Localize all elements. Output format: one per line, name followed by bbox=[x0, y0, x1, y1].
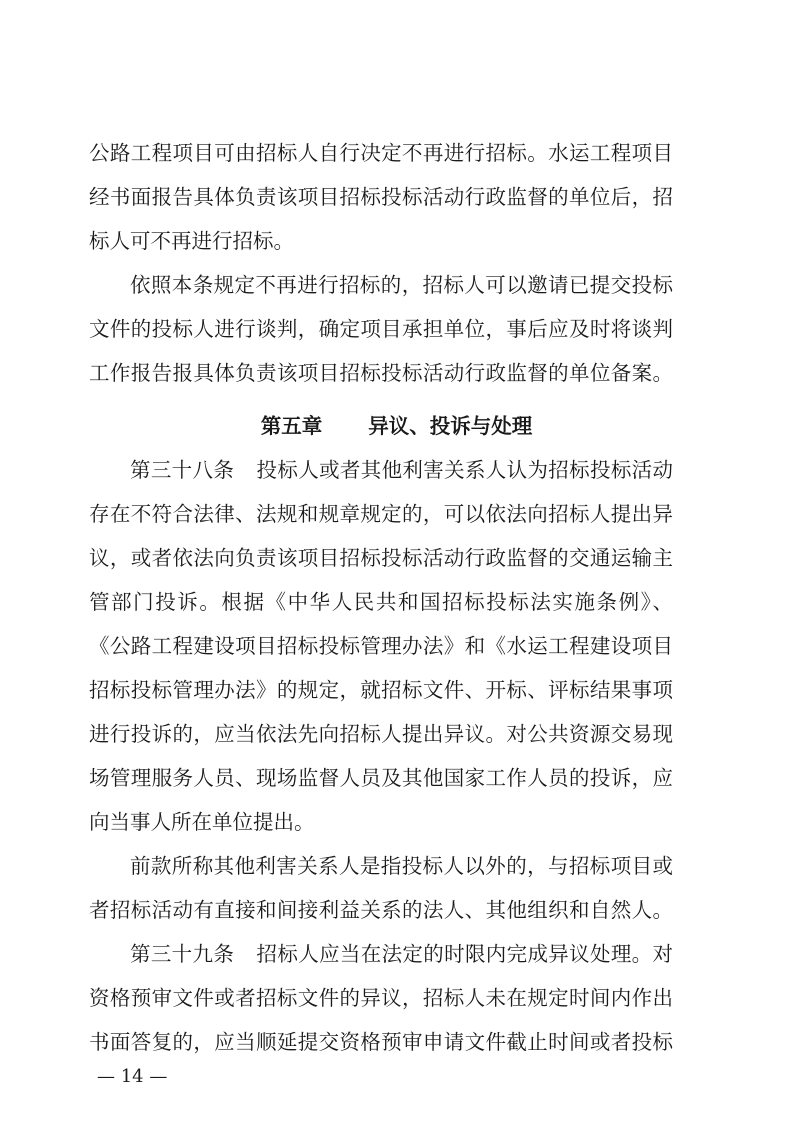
article-number: 第三十八条 bbox=[130, 458, 235, 482]
chapter-title: 异议、投诉与处理 bbox=[368, 414, 533, 438]
text-line: 进行投诉的，应当依法先向招标人提出异议。对公共资源交易现 bbox=[89, 722, 673, 746]
text-line: 议，或者依法向负责该项目招标投标活动行政监督的交通运输主 bbox=[89, 546, 673, 570]
text-line: 向当事人所在单位提出。 bbox=[89, 810, 315, 834]
text-span: 招标人应当在法定的时限内完成异议处理。对 bbox=[256, 942, 674, 966]
text-line: 资格预审文件或者招标文件的异议，招标人未在规定时间内作出 bbox=[89, 986, 673, 1010]
text-line: 者招标活动有直接和间接利益关系的法人、其他组织和自然人。 bbox=[89, 898, 673, 922]
text-line: 书面答复的，应当顺延提交资格预审申请文件截止时间或者投标 bbox=[89, 1030, 673, 1054]
text-line: 工作报告报具体负责该项目招标投标活动行政监督的单位备案。 bbox=[89, 361, 673, 385]
text-line: 管部门投诉。根据《中华人民共和国招标投标法实施条例》、 bbox=[89, 590, 673, 614]
text-line: 依照本条规定不再进行招标的，招标人可以邀请已提交投标 bbox=[130, 273, 673, 297]
text-line: 标人可不再进行招标。 bbox=[89, 229, 294, 253]
text-line: 前款所称其他利害关系人是指投标人以外的，与招标项目或 bbox=[130, 854, 673, 878]
text-line: 招标投标管理办法》的规定，就招标文件、开标、评标结果事项 bbox=[89, 678, 673, 702]
chapter-heading bbox=[0, 411, 793, 441]
article-38-first-line bbox=[130, 456, 673, 484]
chapter-number: 第五章 bbox=[260, 414, 323, 438]
text-line: 公路工程项目可由招标人自行决定不再进行招标。水运工程项目 bbox=[89, 141, 673, 165]
text-line: 存在不符合法律、法规和规章规定的，可以依法向招标人提出异 bbox=[89, 502, 673, 526]
text-span: 投标人或者其他利害关系人认为招标投标活动 bbox=[256, 458, 674, 482]
text-line: 场管理服务人员、现场监督人员及其他国家工作人员的投诉，应 bbox=[89, 766, 673, 790]
article-39-first-line bbox=[130, 940, 673, 968]
page-number: — 14 — bbox=[97, 1066, 168, 1087]
text-line: 经书面报告具体负责该项目招标投标活动行政监督的单位后，招 bbox=[89, 185, 673, 209]
article-number: 第三十九条 bbox=[130, 942, 235, 966]
text-line: 《公路工程建设项目招标投标管理办法》和《水运工程建设项目 bbox=[89, 634, 673, 658]
text-line: 文件的投标人进行谈判，确定项目承担单位，事后应及时将谈判 bbox=[89, 317, 673, 341]
